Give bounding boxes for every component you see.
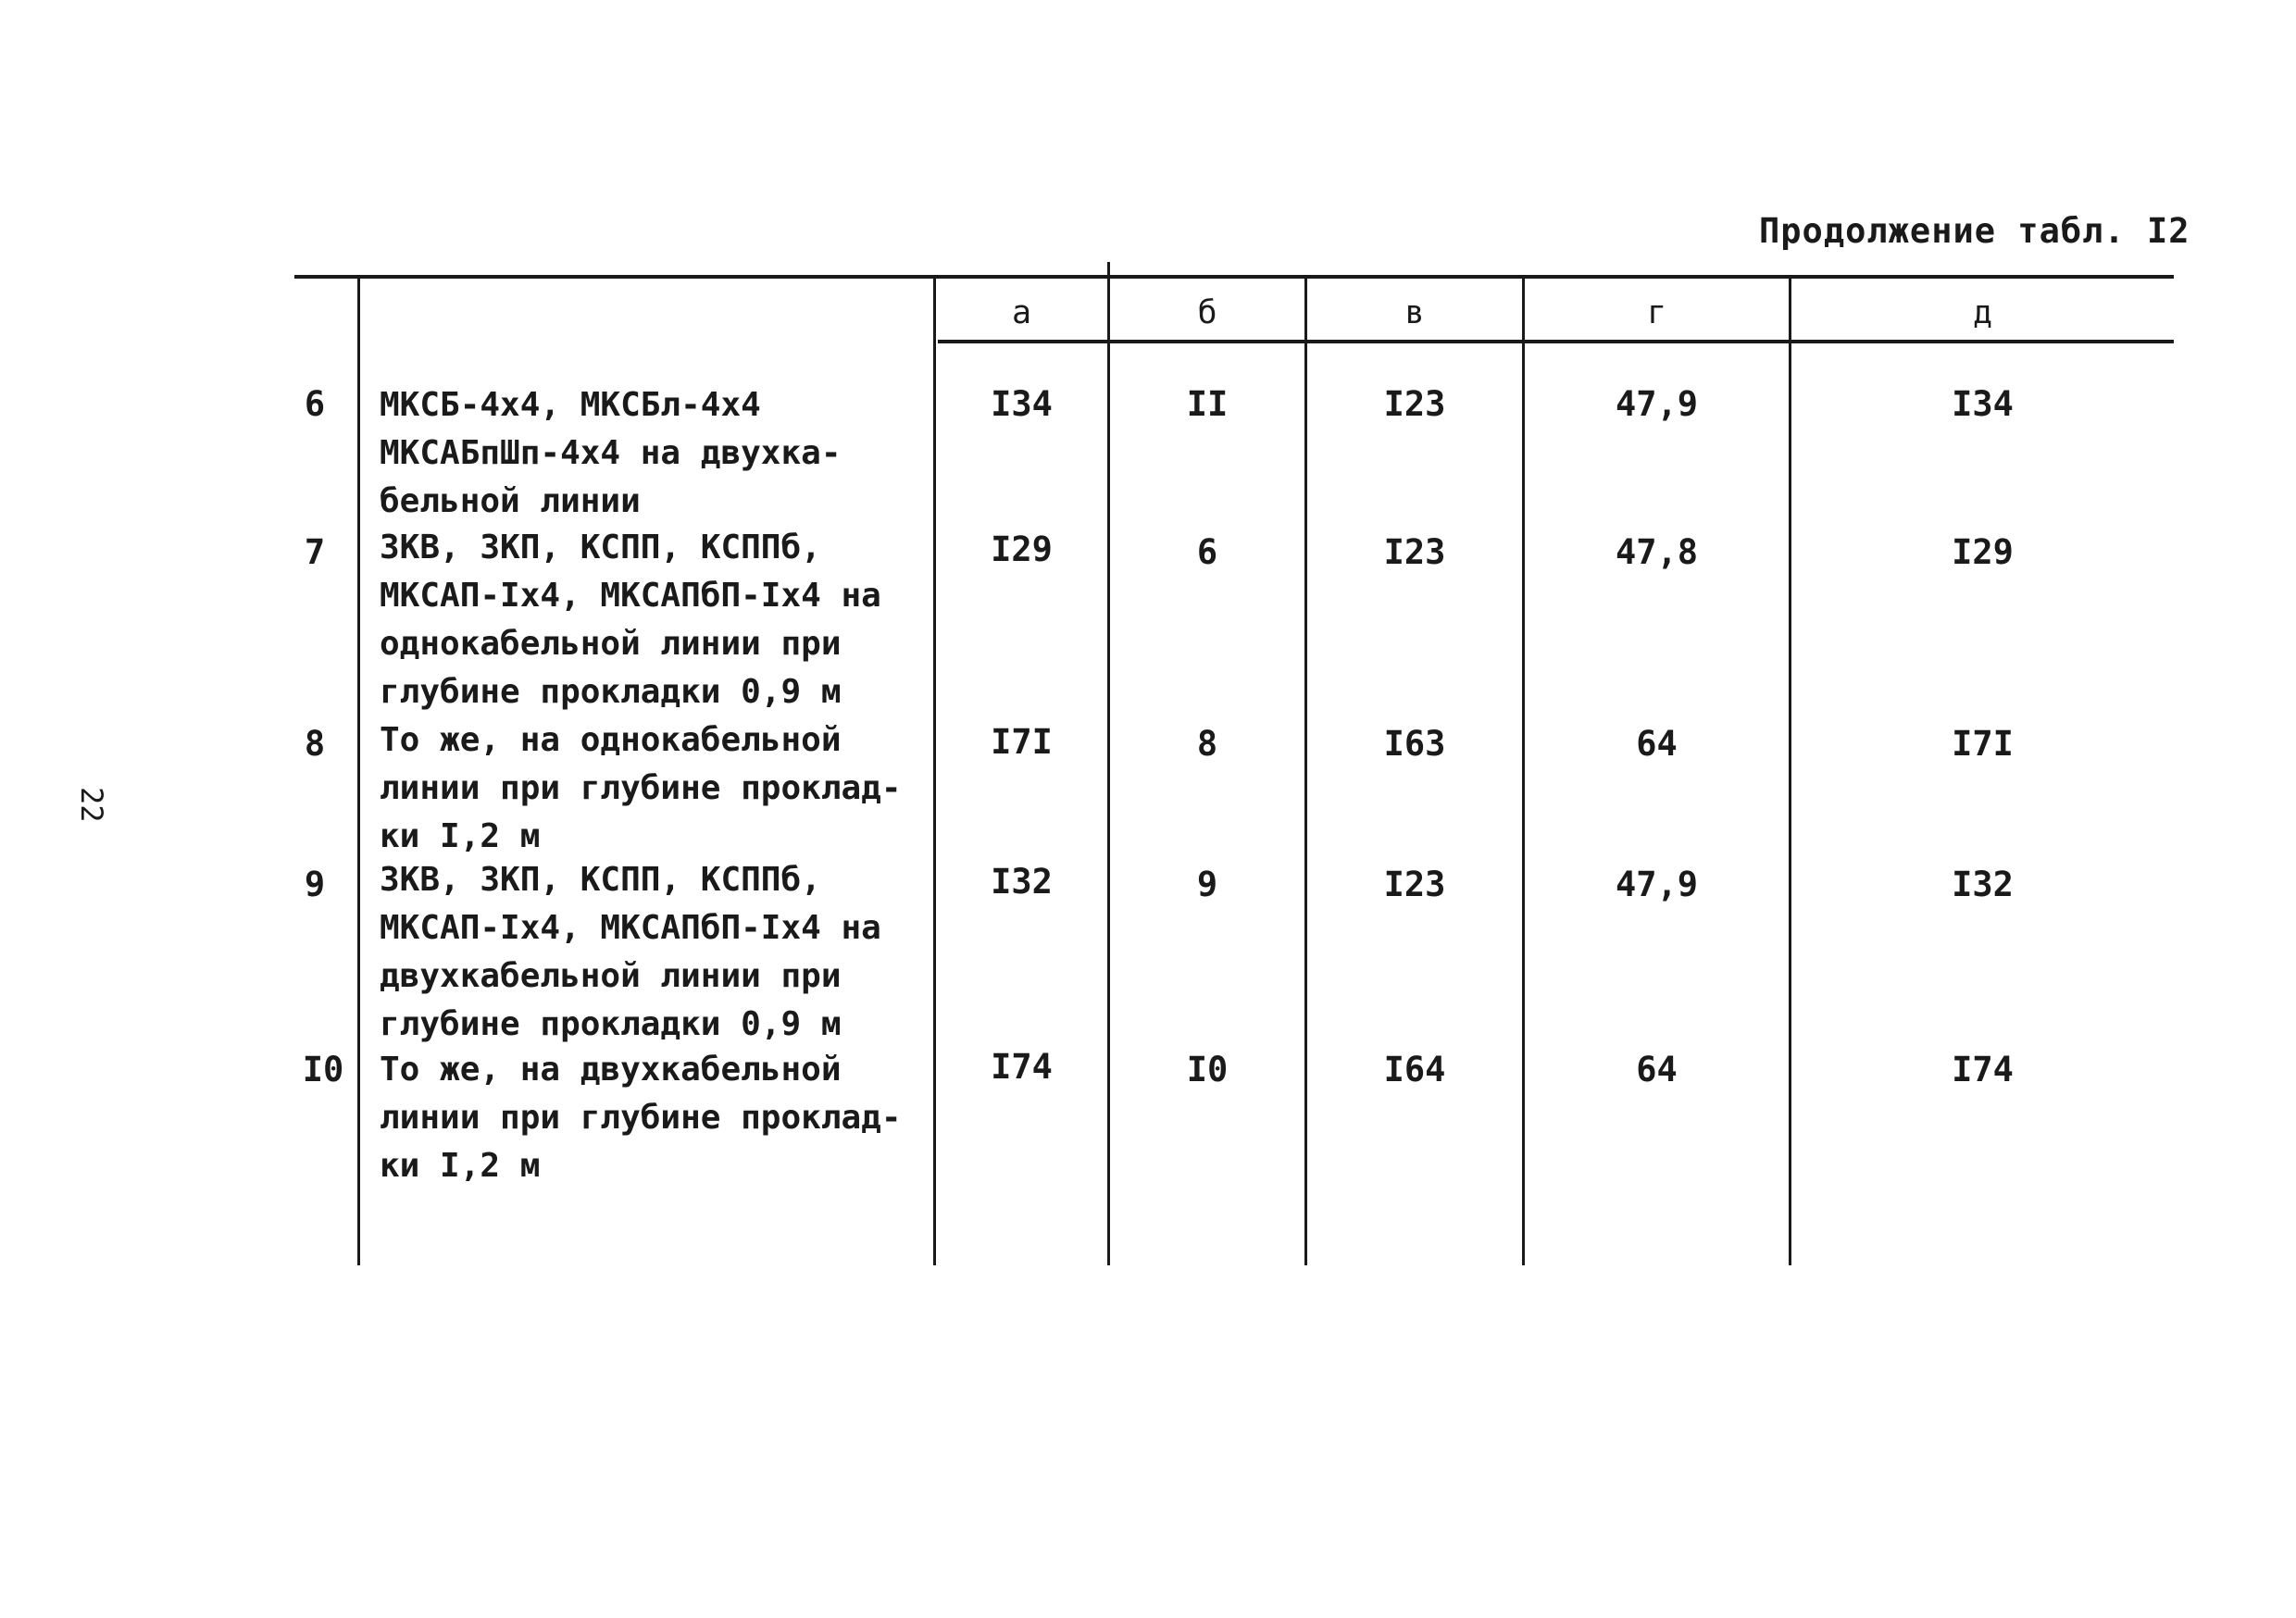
cell-a: I32 bbox=[991, 862, 1053, 902]
column-divider-d bbox=[1789, 278, 1791, 1265]
description-line: ЗКВ, ЗКП, КСПП, КСППб, bbox=[380, 861, 821, 899]
row-description bbox=[380, 716, 944, 861]
cell-d: 64 bbox=[1636, 724, 1678, 764]
table-top-rule bbox=[294, 275, 2174, 279]
cell-e: I34 bbox=[1952, 384, 2014, 424]
cell-d: 47,9 bbox=[1615, 384, 1699, 424]
description-line: МКСАП-Iх4, МКСАПбП-Iх4 на bbox=[380, 577, 881, 615]
cell-d: 64 bbox=[1636, 1050, 1678, 1089]
column-header-c: в bbox=[1404, 294, 1425, 331]
cell-e: I7I bbox=[1952, 724, 2014, 764]
description-line: бельной линии bbox=[380, 482, 641, 520]
row-number: 7 bbox=[304, 532, 326, 572]
column-divider-b bbox=[1304, 278, 1307, 1265]
cell-b: II bbox=[1186, 384, 1229, 424]
cell-c: I23 bbox=[1383, 865, 1446, 904]
table-caption: Продолжение табл. I2 bbox=[1759, 211, 2190, 251]
cell-b: 6 bbox=[1196, 532, 1218, 572]
cell-c: I64 bbox=[1383, 1050, 1446, 1089]
cell-b: 9 bbox=[1196, 865, 1218, 904]
cell-c: I23 bbox=[1383, 384, 1446, 424]
cell-d: 47,8 bbox=[1615, 532, 1699, 572]
description-line: глубине прокладки 0,9 м bbox=[380, 673, 842, 711]
description-line: МКСАП-Iх4, МКСАПбП-Iх4 на bbox=[380, 909, 881, 947]
cell-e: I74 bbox=[1952, 1050, 2014, 1089]
row-number: 9 bbox=[304, 865, 326, 904]
header-bottom-rule bbox=[938, 340, 2174, 343]
cell-c: I23 bbox=[1383, 532, 1446, 572]
row-number: 6 bbox=[304, 384, 326, 424]
cell-e: I29 bbox=[1952, 532, 2014, 572]
description-line: МКСБ-4х4, МКСБл-4х4 bbox=[380, 386, 761, 424]
row-number: 8 bbox=[304, 724, 326, 764]
description-line: ЗКВ, ЗКП, КСПП, КСППб, bbox=[380, 529, 821, 566]
column-header-e: д bbox=[1972, 294, 1993, 331]
description-line: линии при глубине проклад- bbox=[380, 769, 902, 807]
cell-b: I0 bbox=[1186, 1050, 1229, 1089]
cell-d: 47,9 bbox=[1615, 865, 1699, 904]
description-line: двухкабельной линии при bbox=[380, 957, 842, 995]
description-line: МКСАБпШп-4х4 на двухка- bbox=[380, 434, 842, 472]
column-divider-c bbox=[1522, 278, 1525, 1265]
description-line: То же, на однокабельной bbox=[380, 721, 842, 759]
column-header-b: б bbox=[1197, 294, 1217, 331]
cell-a: I29 bbox=[991, 529, 1053, 569]
description-line: ки I,2 м bbox=[380, 1147, 541, 1185]
cell-c: I63 bbox=[1383, 724, 1446, 764]
row-description bbox=[380, 856, 944, 1049]
column-header-a: а bbox=[1011, 294, 1032, 331]
description-line: глубине прокладки 0,9 м bbox=[380, 1005, 842, 1043]
page-number: 22 bbox=[74, 787, 109, 823]
cell-a: I74 bbox=[991, 1047, 1053, 1087]
description-line: ки I,2 м bbox=[380, 817, 541, 855]
cell-a: I34 bbox=[991, 384, 1053, 424]
cell-a: I7I bbox=[991, 722, 1053, 762]
cell-e: I32 bbox=[1952, 865, 2014, 904]
column-divider-num bbox=[357, 278, 360, 1265]
description-line: линии при глубине проклад- bbox=[380, 1099, 902, 1137]
row-description bbox=[380, 524, 944, 716]
cell-b: 8 bbox=[1196, 724, 1218, 764]
description-line: То же, на двухкабельной bbox=[380, 1051, 842, 1089]
row-description bbox=[380, 381, 944, 526]
row-number: I0 bbox=[302, 1050, 344, 1089]
row-description bbox=[380, 1046, 944, 1190]
description-line: однокабельной линии при bbox=[380, 625, 842, 663]
column-header-d: г bbox=[1646, 294, 1667, 331]
